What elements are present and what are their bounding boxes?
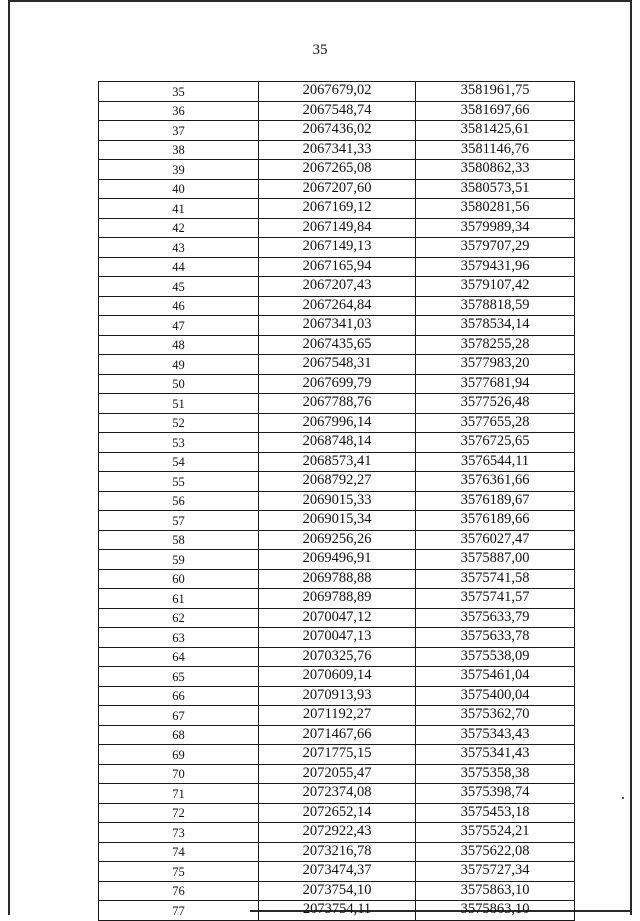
table-row xyxy=(99,335,575,355)
table-row xyxy=(99,491,575,511)
x-coordinate-cell: 2071775,15 xyxy=(259,745,416,765)
y-coordinate-cell: 3579989,34 xyxy=(416,218,575,238)
point-number-cell: 71 xyxy=(99,784,259,804)
table-row xyxy=(99,706,575,726)
table-row xyxy=(99,608,575,628)
y-coordinate-cell: 3579431,96 xyxy=(416,257,575,277)
y-coordinate-cell: 3575727,34 xyxy=(416,862,575,882)
x-coordinate-cell: 2071467,66 xyxy=(259,725,416,745)
point-number-cell: 42 xyxy=(99,218,259,238)
point-number-cell: 59 xyxy=(99,550,259,570)
y-coordinate-cell: 3577681,94 xyxy=(416,374,575,394)
point-number-cell: 49 xyxy=(99,355,259,375)
table-row xyxy=(99,413,575,433)
table-row xyxy=(99,550,575,570)
y-coordinate-cell: 3575362,70 xyxy=(416,706,575,726)
table-row xyxy=(99,257,575,277)
x-coordinate-cell: 2069015,34 xyxy=(259,511,416,531)
x-coordinate-cell: 2067996,14 xyxy=(259,413,416,433)
table-row xyxy=(99,82,575,102)
y-coordinate-cell: 3575398,74 xyxy=(416,784,575,804)
x-coordinate-cell: 2072652,14 xyxy=(259,803,416,823)
x-coordinate-cell: 2067169,12 xyxy=(259,199,416,219)
table-row xyxy=(99,784,575,804)
y-coordinate-cell: 3575358,38 xyxy=(416,764,575,784)
x-coordinate-cell: 2070047,13 xyxy=(259,628,416,648)
y-coordinate-cell: 3575887,00 xyxy=(416,550,575,570)
point-number-cell: 70 xyxy=(99,764,259,784)
point-number-cell: 57 xyxy=(99,511,259,531)
x-coordinate-cell: 2068792,27 xyxy=(259,472,416,492)
table-row xyxy=(99,803,575,823)
table-row xyxy=(99,589,575,609)
y-coordinate-cell: 3575633,79 xyxy=(416,608,575,628)
x-coordinate-cell: 2067699,79 xyxy=(259,374,416,394)
table-row xyxy=(99,686,575,706)
point-number-cell: 52 xyxy=(99,413,259,433)
table-row xyxy=(99,199,575,219)
table-row xyxy=(99,901,575,921)
x-coordinate-cell: 2067207,43 xyxy=(259,277,416,297)
table-row xyxy=(99,667,575,687)
x-coordinate-cell: 2072922,43 xyxy=(259,823,416,843)
point-number-cell: 53 xyxy=(99,433,259,453)
point-number-cell: 40 xyxy=(99,179,259,199)
table-row xyxy=(99,862,575,882)
y-coordinate-cell: 3575741,58 xyxy=(416,569,575,589)
scan-speck xyxy=(622,797,624,799)
point-number-cell: 48 xyxy=(99,335,259,355)
point-number-cell: 56 xyxy=(99,491,259,511)
point-number-cell: 39 xyxy=(99,160,259,180)
y-coordinate-cell: 3576027,47 xyxy=(416,530,575,550)
x-coordinate-cell: 2069788,89 xyxy=(259,589,416,609)
table-row xyxy=(99,433,575,453)
point-number-cell: 36 xyxy=(99,101,259,121)
table-row xyxy=(99,472,575,492)
x-coordinate-cell: 2068573,41 xyxy=(259,452,416,472)
point-number-cell: 66 xyxy=(99,686,259,706)
x-coordinate-cell: 2067341,03 xyxy=(259,316,416,336)
table-row xyxy=(99,238,575,258)
x-coordinate-cell: 2067341,33 xyxy=(259,140,416,160)
point-number-cell: 63 xyxy=(99,628,259,648)
y-coordinate-cell: 3576725,65 xyxy=(416,433,575,453)
y-coordinate-cell: 3575343,43 xyxy=(416,725,575,745)
table-row xyxy=(99,881,575,901)
x-coordinate-cell: 2073216,78 xyxy=(259,842,416,862)
x-coordinate-cell: 2067435,65 xyxy=(259,335,416,355)
y-coordinate-cell: 3575400,04 xyxy=(416,686,575,706)
x-coordinate-cell: 2068748,14 xyxy=(259,433,416,453)
coordinates-table xyxy=(98,81,575,921)
x-coordinate-cell: 2072055,47 xyxy=(259,764,416,784)
point-number-cell: 76 xyxy=(99,881,259,901)
point-number-cell: 74 xyxy=(99,842,259,862)
table-row xyxy=(99,647,575,667)
y-coordinate-cell: 3577655,28 xyxy=(416,413,575,433)
x-coordinate-cell: 2067436,02 xyxy=(259,121,416,141)
y-coordinate-cell: 3575741,57 xyxy=(416,589,575,609)
y-coordinate-cell: 3575538,09 xyxy=(416,647,575,667)
x-coordinate-cell: 2073474,37 xyxy=(259,862,416,882)
y-coordinate-cell: 3581425,61 xyxy=(416,121,575,141)
point-number-cell: 60 xyxy=(99,569,259,589)
x-coordinate-cell: 2069015,33 xyxy=(259,491,416,511)
y-coordinate-cell: 3576544,11 xyxy=(416,452,575,472)
point-number-cell: 61 xyxy=(99,589,259,609)
table-row xyxy=(99,355,575,375)
y-coordinate-cell: 3581697,66 xyxy=(416,101,575,121)
point-number-cell: 62 xyxy=(99,608,259,628)
y-coordinate-cell: 3575524,21 xyxy=(416,823,575,843)
x-coordinate-cell: 2067149,84 xyxy=(259,218,416,238)
y-coordinate-cell: 3576361,66 xyxy=(416,472,575,492)
table-row xyxy=(99,101,575,121)
y-coordinate-cell: 3578534,14 xyxy=(416,316,575,336)
table-row xyxy=(99,374,575,394)
table-row xyxy=(99,569,575,589)
coordinates-table-body xyxy=(99,82,575,921)
point-number-cell: 65 xyxy=(99,667,259,687)
x-coordinate-cell: 2067264,84 xyxy=(259,296,416,316)
table-row xyxy=(99,764,575,784)
y-coordinate-cell: 3575863,10 xyxy=(416,901,575,921)
y-coordinate-cell: 3575622,08 xyxy=(416,842,575,862)
table-row xyxy=(99,530,575,550)
page-border-right xyxy=(630,0,632,915)
page-border-top xyxy=(8,0,632,2)
point-number-cell: 58 xyxy=(99,530,259,550)
point-number-cell: 37 xyxy=(99,121,259,141)
x-coordinate-cell: 2070609,14 xyxy=(259,667,416,687)
table-row xyxy=(99,316,575,336)
point-number-cell: 73 xyxy=(99,823,259,843)
x-coordinate-cell: 2071192,27 xyxy=(259,706,416,726)
table-row xyxy=(99,823,575,843)
x-coordinate-cell: 2073754,10 xyxy=(259,881,416,901)
point-number-cell: 47 xyxy=(99,316,259,336)
y-coordinate-cell: 3576189,66 xyxy=(416,511,575,531)
point-number-cell: 67 xyxy=(99,706,259,726)
y-coordinate-cell: 3581146,76 xyxy=(416,140,575,160)
y-coordinate-cell: 3578818,59 xyxy=(416,296,575,316)
y-coordinate-cell: 3575633,78 xyxy=(416,628,575,648)
x-coordinate-cell: 2067207,60 xyxy=(259,179,416,199)
x-coordinate-cell: 2067165,94 xyxy=(259,257,416,277)
table-row xyxy=(99,842,575,862)
point-number-cell: 35 xyxy=(99,82,259,102)
point-number-cell: 75 xyxy=(99,862,259,882)
x-coordinate-cell: 2070325,76 xyxy=(259,647,416,667)
point-number-cell: 43 xyxy=(99,238,259,258)
x-coordinate-cell: 2070047,12 xyxy=(259,608,416,628)
y-coordinate-cell: 3575461,04 xyxy=(416,667,575,687)
y-coordinate-cell: 3575453,18 xyxy=(416,803,575,823)
x-coordinate-cell: 2067548,31 xyxy=(259,355,416,375)
y-coordinate-cell: 3576189,67 xyxy=(416,491,575,511)
x-coordinate-cell: 2069496,91 xyxy=(259,550,416,570)
table-row xyxy=(99,121,575,141)
point-number-cell: 68 xyxy=(99,725,259,745)
y-coordinate-cell: 3577526,48 xyxy=(416,394,575,414)
table-row xyxy=(99,725,575,745)
y-coordinate-cell: 3580281,56 xyxy=(416,199,575,219)
point-number-cell: 44 xyxy=(99,257,259,277)
x-coordinate-cell: 2072374,08 xyxy=(259,784,416,804)
x-coordinate-cell: 2067548,74 xyxy=(259,101,416,121)
y-coordinate-cell: 3577983,20 xyxy=(416,355,575,375)
y-coordinate-cell: 3575341,43 xyxy=(416,745,575,765)
point-number-cell: 46 xyxy=(99,296,259,316)
point-number-cell: 64 xyxy=(99,647,259,667)
table-row xyxy=(99,277,575,297)
point-number-cell: 54 xyxy=(99,452,259,472)
table-row xyxy=(99,628,575,648)
y-coordinate-cell: 3575863,10 xyxy=(416,881,575,901)
table-row xyxy=(99,511,575,531)
x-coordinate-cell: 2069256,26 xyxy=(259,530,416,550)
x-coordinate-cell: 2067788,76 xyxy=(259,394,416,414)
table-row xyxy=(99,452,575,472)
point-number-cell: 69 xyxy=(99,745,259,765)
x-coordinate-cell: 2067679,02 xyxy=(259,82,416,102)
y-coordinate-cell: 3579107,42 xyxy=(416,277,575,297)
point-number-cell: 77 xyxy=(99,901,259,921)
y-coordinate-cell: 3580862,33 xyxy=(416,160,575,180)
table-row xyxy=(99,140,575,160)
point-number-cell: 72 xyxy=(99,803,259,823)
y-coordinate-cell: 3578255,28 xyxy=(416,335,575,355)
table-row xyxy=(99,745,575,765)
point-number-cell: 45 xyxy=(99,277,259,297)
point-number-cell: 50 xyxy=(99,374,259,394)
table-row xyxy=(99,218,575,238)
x-coordinate-cell: 2067265,08 xyxy=(259,160,416,180)
y-coordinate-cell: 3579707,29 xyxy=(416,238,575,258)
x-coordinate-cell: 2067149,13 xyxy=(259,238,416,258)
y-coordinate-cell: 3580573,51 xyxy=(416,179,575,199)
point-number-cell: 55 xyxy=(99,472,259,492)
table-row xyxy=(99,296,575,316)
point-number-cell: 41 xyxy=(99,199,259,219)
table-row xyxy=(99,160,575,180)
x-coordinate-cell: 2073754,11 xyxy=(259,901,416,921)
page-number: 35 xyxy=(312,42,328,58)
y-coordinate-cell: 3581961,75 xyxy=(416,82,575,102)
point-number-cell: 38 xyxy=(99,140,259,160)
point-number-cell: 51 xyxy=(99,394,259,414)
x-coordinate-cell: 2070913,93 xyxy=(259,686,416,706)
x-coordinate-cell: 2069788,88 xyxy=(259,569,416,589)
table-row xyxy=(99,179,575,199)
table-row xyxy=(99,394,575,414)
page-border-left xyxy=(8,0,10,915)
